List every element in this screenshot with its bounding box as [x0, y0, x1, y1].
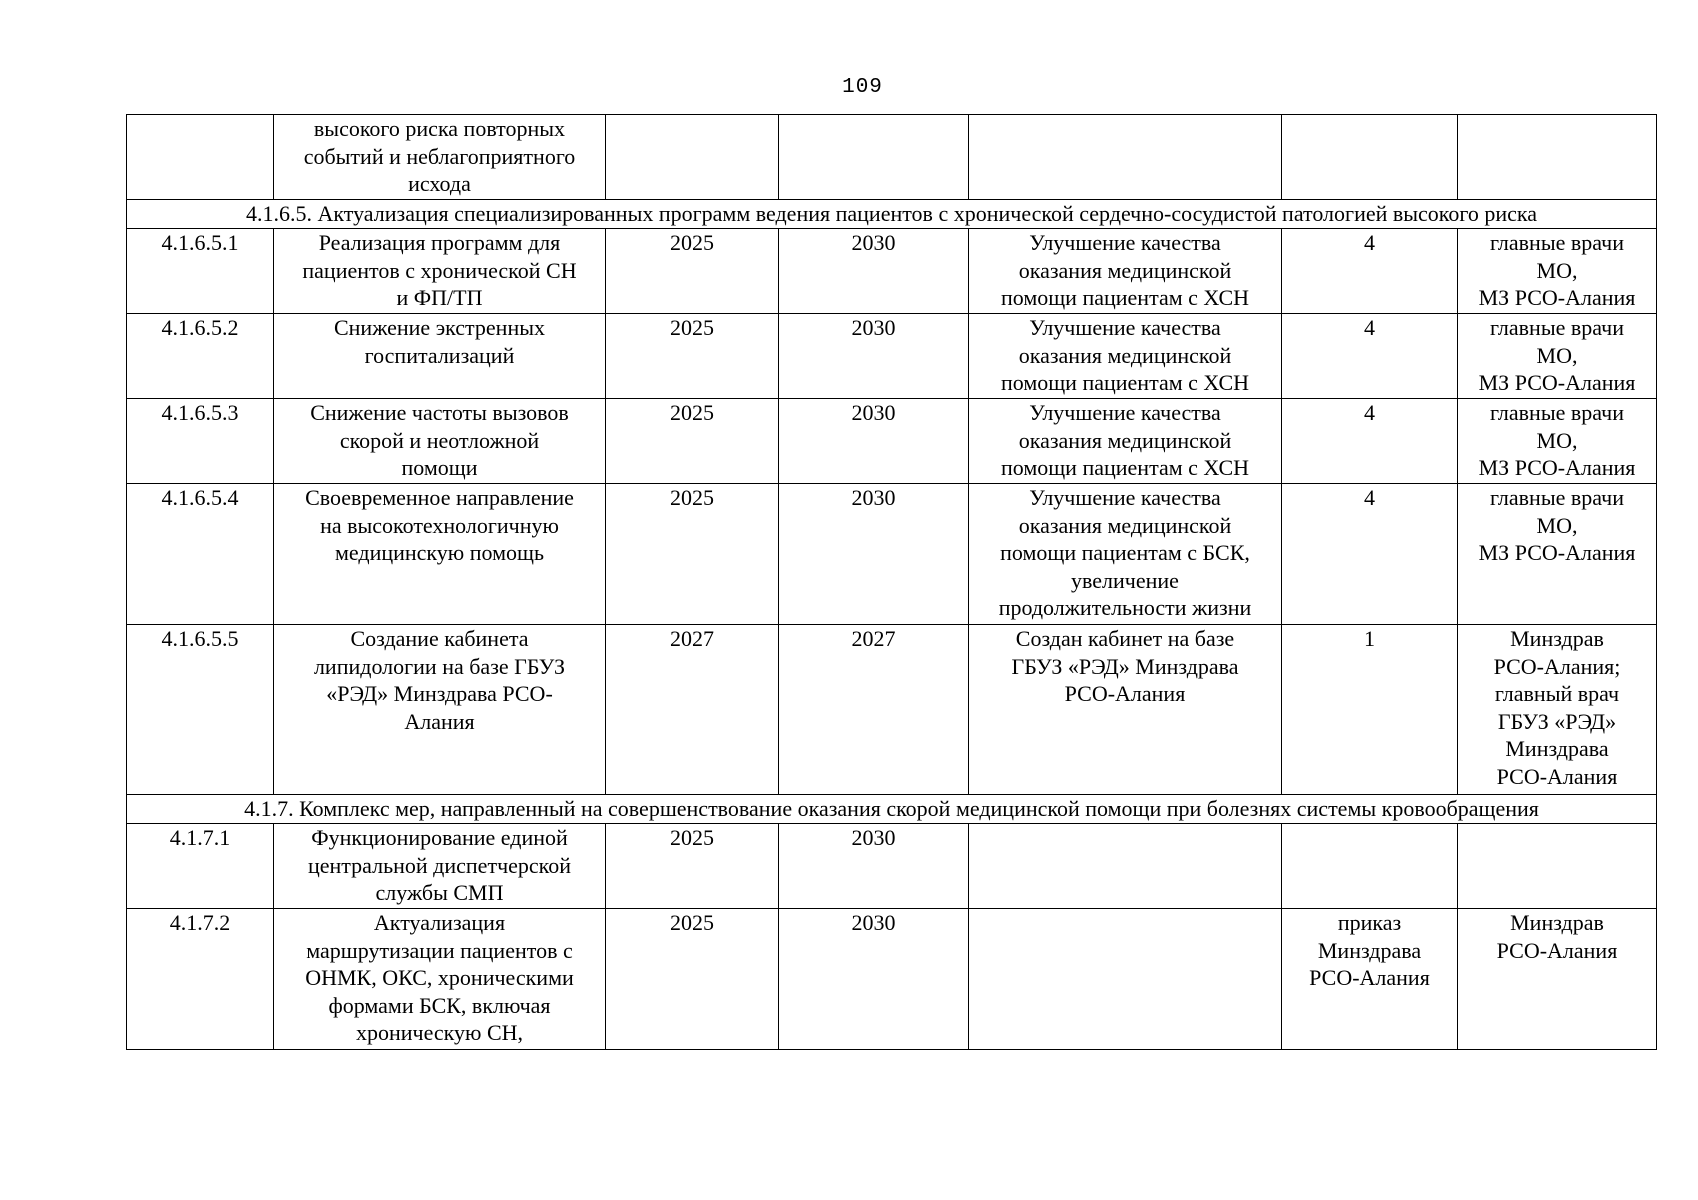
indicator-text: 4 — [1364, 400, 1375, 425]
cell-event — [274, 115, 606, 200]
end-text: 2027 — [851, 626, 896, 651]
cell-start — [606, 484, 779, 625]
cell-result — [969, 314, 1282, 399]
start-text: 2025 — [670, 910, 714, 935]
cell-start — [606, 824, 779, 909]
result-text: Улучшение качества оказания медицинской помощи пациентам с ХСН — [1000, 315, 1250, 395]
cell-end — [779, 625, 969, 795]
cell-indicator — [1282, 115, 1458, 200]
cell-code — [127, 909, 274, 1050]
table-row — [127, 229, 1657, 314]
cell-event — [274, 909, 606, 1050]
event-text: Снижение частоты вызовов скорой и неотложной помощи — [310, 400, 569, 480]
event-text: Функционирование единой центральной диспетчерской службы СМП — [307, 825, 572, 905]
end-text: 2030 — [851, 315, 896, 340]
code-text: 4.1.6.5.1 — [161, 230, 239, 255]
cell-indicator — [1282, 625, 1458, 795]
cell-code — [127, 115, 274, 200]
start-text: 2025 — [670, 400, 714, 425]
start-text: 2027 — [670, 626, 714, 651]
cell-indicator — [1282, 399, 1458, 484]
page-number: 109 — [842, 76, 883, 99]
cell-code — [127, 484, 274, 625]
section-row — [127, 795, 1657, 824]
end-text: 2030 — [851, 910, 896, 935]
table-row — [127, 909, 1657, 1050]
cell-start — [606, 314, 779, 399]
cell-event — [274, 399, 606, 484]
start-text: 2025 — [670, 485, 714, 510]
cell-responsible — [1458, 399, 1657, 484]
cell-event — [274, 625, 606, 795]
end-text: 2030 — [851, 485, 896, 510]
start-text: 2025 — [670, 315, 714, 340]
table-row — [127, 115, 1657, 200]
event-text: Актуализация маршрутизации пациентов с ОНМК, ОКС, хроническими формами БСК, включая хроническую СН, — [305, 910, 574, 1045]
cell-code — [127, 625, 274, 795]
table-row — [127, 625, 1657, 795]
cell-event — [274, 229, 606, 314]
cell-responsible — [1458, 484, 1657, 625]
plan-table — [126, 114, 1657, 1050]
event-text: Реализация программ для пациентов с хронической СН и ФП/ТП — [302, 230, 577, 310]
indicator-text: 1 — [1364, 626, 1375, 651]
table-row — [127, 484, 1657, 625]
responsible-text: главные врачи МО, МЗ РСО-Алания — [1478, 230, 1636, 310]
result-text: Улучшение качества оказания медицинской помощи пациентам с БСК, увеличение продолжительности жизни — [998, 485, 1252, 620]
cell-result — [969, 484, 1282, 625]
table-row — [127, 399, 1657, 484]
code-text: 4.1.6.5.5 — [161, 626, 239, 651]
cell-end — [779, 824, 969, 909]
indicator-text: 4 — [1364, 230, 1375, 255]
cell-indicator — [1282, 484, 1458, 625]
event-text: Снижение экстренных госпитализаций — [333, 315, 546, 368]
cell-responsible — [1458, 625, 1657, 795]
cell-start — [606, 229, 779, 314]
indicator-text: 4 — [1364, 315, 1375, 340]
cell-start — [606, 909, 779, 1050]
end-text: 2030 — [851, 230, 896, 255]
table-row — [127, 824, 1657, 909]
indicator-text: 4 — [1364, 485, 1375, 510]
section-title: 4.1.7. Комплекс мер, направленный на совершенствование оказания скорой медицинской помощи при болезнях системы кровообращения — [127, 795, 1657, 824]
end-text: 2030 — [851, 825, 896, 850]
cell-event — [274, 314, 606, 399]
cell-code — [127, 229, 274, 314]
cell-indicator — [1282, 909, 1458, 1050]
code-text: 4.1.6.5.2 — [161, 315, 239, 340]
cell-code — [127, 314, 274, 399]
cell-responsible — [1458, 909, 1657, 1050]
section-title: 4.1.6.5. Актуализация специализированных программ ведения пациентов с хронической сердечно-сосудистой патологией высокого риска — [127, 200, 1657, 229]
code-text: 4.1.7.1 — [169, 825, 231, 850]
table-row — [127, 314, 1657, 399]
cell-result — [969, 229, 1282, 314]
cell-code — [127, 824, 274, 909]
responsible-text: главные врачи МО, МЗ РСО-Алания — [1478, 315, 1636, 395]
cell-responsible — [1458, 314, 1657, 399]
cell-responsible — [1458, 229, 1657, 314]
end-text: 2030 — [851, 400, 896, 425]
indicator-text: приказ Минздрава РСО-Алания — [1309, 910, 1430, 990]
cell-indicator — [1282, 824, 1458, 909]
responsible-text: Минздрав РСО-Алания — [1496, 910, 1618, 963]
result-text: Создан кабинет на базе ГБУЗ «РЭД» Минздрава РСО-Алания — [1011, 626, 1239, 706]
section-row — [127, 200, 1657, 229]
cell-result — [969, 824, 1282, 909]
event-text: Создание кабинета липидологии на базе ГБУЗ «РЭД» Минздрава РСО- Алания — [313, 626, 566, 734]
cell-indicator — [1282, 229, 1458, 314]
cell-responsible — [1458, 824, 1657, 909]
result-text: Улучшение качества оказания медицинской помощи пациентам с ХСН — [1000, 230, 1250, 310]
cell-end — [779, 314, 969, 399]
cell-indicator — [1282, 314, 1458, 399]
code-text: 4.1.6.5.4 — [161, 485, 239, 510]
code-text: 4.1.6.5.3 — [161, 400, 239, 425]
cell-start — [606, 625, 779, 795]
cell-event — [274, 484, 606, 625]
cell-end — [779, 484, 969, 625]
cell-result — [969, 399, 1282, 484]
cell-code — [127, 399, 274, 484]
cell-event — [274, 824, 606, 909]
responsible-text: главные врачи МО, МЗ РСО-Алания — [1478, 485, 1636, 565]
cell-result — [969, 625, 1282, 795]
cell-start — [606, 399, 779, 484]
responsible-text: Минздрав РСО-Алания; главный врач ГБУЗ «РЭД» Минздрава РСО-Алания — [1493, 626, 1621, 789]
cell-start — [606, 115, 779, 200]
cell-end — [779, 229, 969, 314]
result-text: Улучшение качества оказания медицинской помощи пациентам с ХСН — [1000, 400, 1250, 480]
event-text: высокого риска повторных событий и неблагоприятного исхода — [303, 116, 576, 196]
cell-end — [779, 909, 969, 1050]
cell-end — [779, 399, 969, 484]
code-text: 4.1.7.2 — [169, 910, 231, 935]
cell-responsible — [1458, 115, 1657, 200]
cell-result — [969, 909, 1282, 1050]
responsible-text: главные врачи МО, МЗ РСО-Алания — [1478, 400, 1636, 480]
event-text: Своевременное направление на высокотехнологичную медицинскую помощь — [305, 485, 574, 565]
start-text: 2025 — [670, 825, 714, 850]
cell-end — [779, 115, 969, 200]
cell-result — [969, 115, 1282, 200]
start-text: 2025 — [670, 230, 714, 255]
